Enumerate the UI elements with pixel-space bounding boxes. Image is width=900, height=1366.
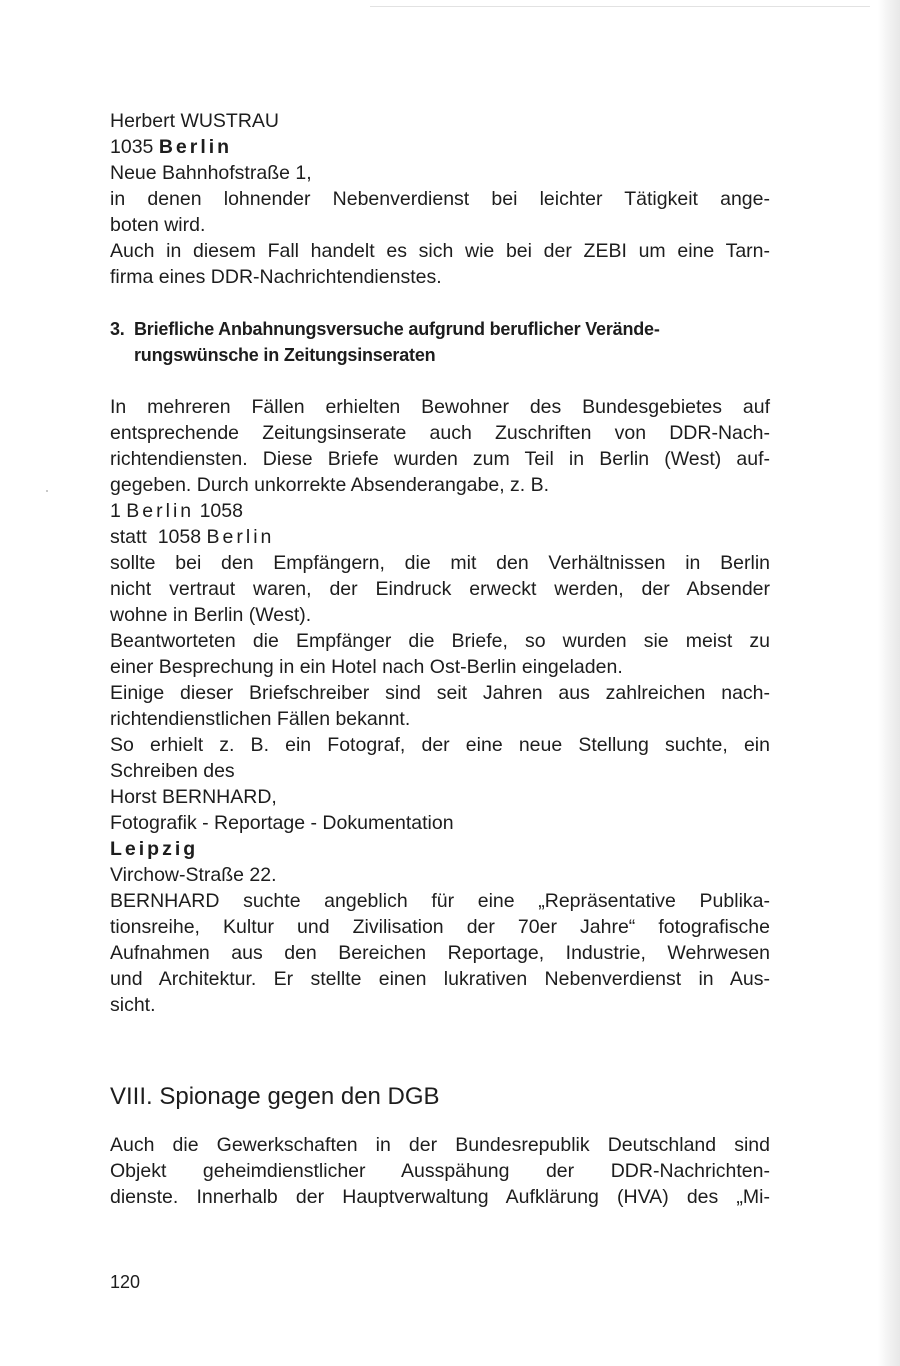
example-line: 1 Berlin 1058 bbox=[110, 500, 243, 522]
text-line: nicht vertraut waren, der Eindruck erweckt werden, der Absender bbox=[110, 578, 770, 600]
text-line: So erhielt z. B. ein Fotograf, der eine neue Stellung suchte, ein bbox=[110, 734, 770, 756]
section-heading-line: rungswünsche in Zeitungsinseraten bbox=[134, 345, 436, 365]
text-line: dienste. Innerhalb der Hauptverwaltung Aufklärung (HVA) des „Mi- bbox=[110, 1186, 770, 1208]
body-text bbox=[110, 108, 770, 1210]
page-edge-shadow bbox=[878, 0, 900, 1366]
paragraph bbox=[110, 680, 770, 732]
text-line: boten wird. bbox=[110, 214, 206, 236]
paragraph bbox=[110, 732, 770, 784]
address-zip-city bbox=[110, 134, 770, 160]
example-line: statt 1058 Berlin bbox=[110, 526, 275, 548]
text-line: sollte bei den Empfängern, die mit den Verhältnissen in Berlin bbox=[110, 552, 770, 574]
address-street: Virchow-Straße 22. bbox=[110, 864, 277, 886]
address-name: Herbert WUSTRAU bbox=[110, 110, 280, 132]
text-line: richtendiensten. Diese Briefe wurden zum Teil in Berlin (West) auf- bbox=[110, 448, 770, 470]
paragraph bbox=[110, 628, 770, 680]
scan-speck bbox=[46, 490, 48, 492]
paragraph bbox=[110, 1132, 770, 1210]
section-heading bbox=[110, 316, 770, 368]
text-line: richtendienstlichen Fällen bekannt. bbox=[110, 708, 411, 730]
text-line: einer Besprechung in ein Hotel nach Ost-Berlin eingeladen. bbox=[110, 656, 623, 678]
address-city: Berlin bbox=[158, 136, 233, 158]
section-heading-line bbox=[110, 316, 770, 342]
text-line: BERNHARD suchte angeblich für eine „Repräsentative Publika- bbox=[110, 890, 770, 912]
paragraph bbox=[110, 888, 770, 1018]
text-line: Auch die Gewerkschaften in der Bundesrepublik Deutschland sind bbox=[110, 1134, 770, 1156]
text-line: Objekt geheimdienstlicher Ausspähung der DDR-Nachrichten- bbox=[110, 1160, 770, 1182]
address-street: Neue Bahnhofstraße 1, bbox=[110, 162, 312, 184]
section-number: 3. bbox=[110, 319, 125, 339]
address-city: Leipzig bbox=[110, 838, 199, 860]
text-line: tionsreihe, Kultur und Zivilisation der 70er Jahre“ fotografische bbox=[110, 916, 770, 938]
chapter-heading: VIII. Spionage gegen den DGB bbox=[110, 1083, 440, 1110]
address-block-bernhard bbox=[110, 784, 770, 888]
address-name: Horst BERNHARD, bbox=[110, 786, 277, 808]
section-title-part: Briefliche Anbahnungsversuche aufgrund beruflicher Verände- bbox=[134, 319, 660, 339]
text-line: in denen lohnender Nebenverdienst bei leichter Tätigkeit ange- bbox=[110, 188, 770, 210]
paragraph bbox=[110, 394, 770, 628]
example-city: Berlin bbox=[126, 500, 195, 522]
scan-edge-line bbox=[370, 6, 870, 7]
text-line: In mehreren Fällen erhielten Bewohner des Bundesgebietes auf bbox=[110, 396, 770, 418]
text-line: Schreiben des bbox=[110, 760, 235, 782]
text-line: Einige dieser Briefschreiber sind seit Jahren aus zahlreichen nach- bbox=[110, 682, 770, 704]
page-number: 120 bbox=[110, 1272, 141, 1292]
example-city: Berlin bbox=[206, 526, 275, 548]
text-line: wohne in Berlin (West). bbox=[110, 604, 312, 626]
address-business: Fotografik - Reportage - Dokumentation bbox=[110, 812, 454, 834]
address-block-wustrau bbox=[110, 108, 770, 186]
text-line: Aufnahmen aus den Bereichen Reportage, Industrie, Wehrwesen bbox=[110, 942, 770, 964]
text-line: entsprechende Zeitungsinserate auch Zuschriften von DDR-Nach- bbox=[110, 422, 770, 444]
address-zip: 1035 bbox=[110, 136, 154, 158]
text-line: Auch in diesem Fall handelt es sich wie bei der ZEBI um eine Tarn- bbox=[110, 240, 770, 262]
text-line: gegeben. Durch unkorrekte Absenderangabe, z. B. bbox=[110, 474, 550, 496]
text-line: und Architektur. Er stellte einen lukrativen Nebenverdienst in Aus- bbox=[110, 968, 770, 990]
paragraph bbox=[110, 186, 770, 290]
text-line: sicht. bbox=[110, 994, 156, 1016]
text-line: Beantworteten die Empfänger die Briefe, so wurden sie meist zu bbox=[110, 630, 770, 652]
text-line: firma eines DDR-Nachrichtendienstes. bbox=[110, 266, 442, 288]
